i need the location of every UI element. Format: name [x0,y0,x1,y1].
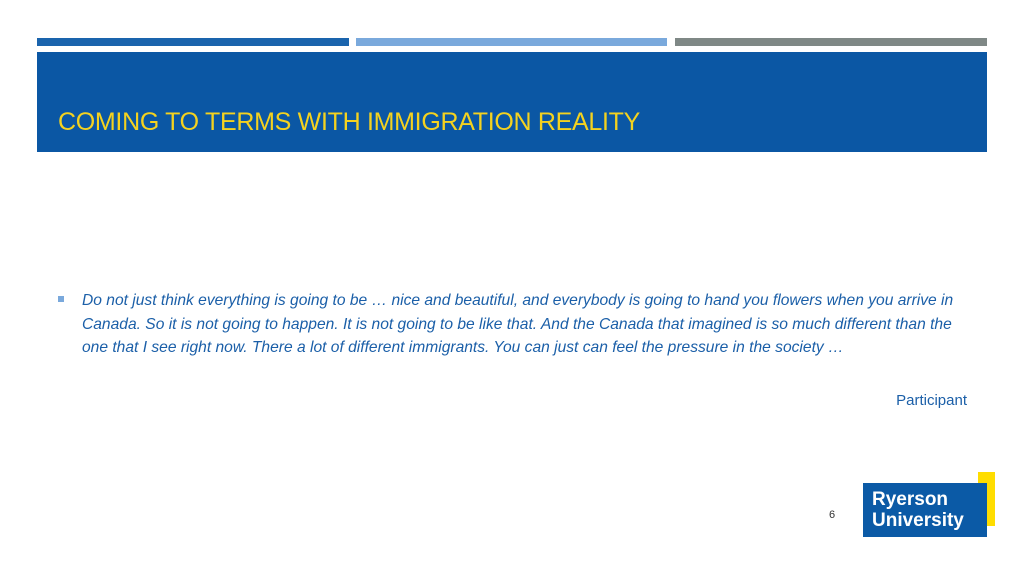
title-band [37,52,987,152]
accent-bar-left [37,38,349,46]
quote-attribution: Participant [896,392,967,409]
page-number: 6 [829,509,836,521]
logo-line-2: University [872,510,964,531]
logo-line-1: Ryerson [872,489,949,510]
slide-title: COMING TO TERMS WITH IMMIGRATION REALITY [58,108,641,136]
bullet-icon [58,296,64,302]
accent-bar-middle [356,38,667,46]
accent-bar-right [675,38,987,46]
ryerson-university-logo [863,483,987,537]
participant-quote: Do not just think everything is going to be … nice and beautiful, and everybody is going to hand you flowers when you arrive in Canada. So it is not going to happen. It is not going to be like that. And the Canada that imagined is so much different than the one that I see right now. There a lot of different immigrants. You can just can feel the pressure in the society … [82,292,954,356]
